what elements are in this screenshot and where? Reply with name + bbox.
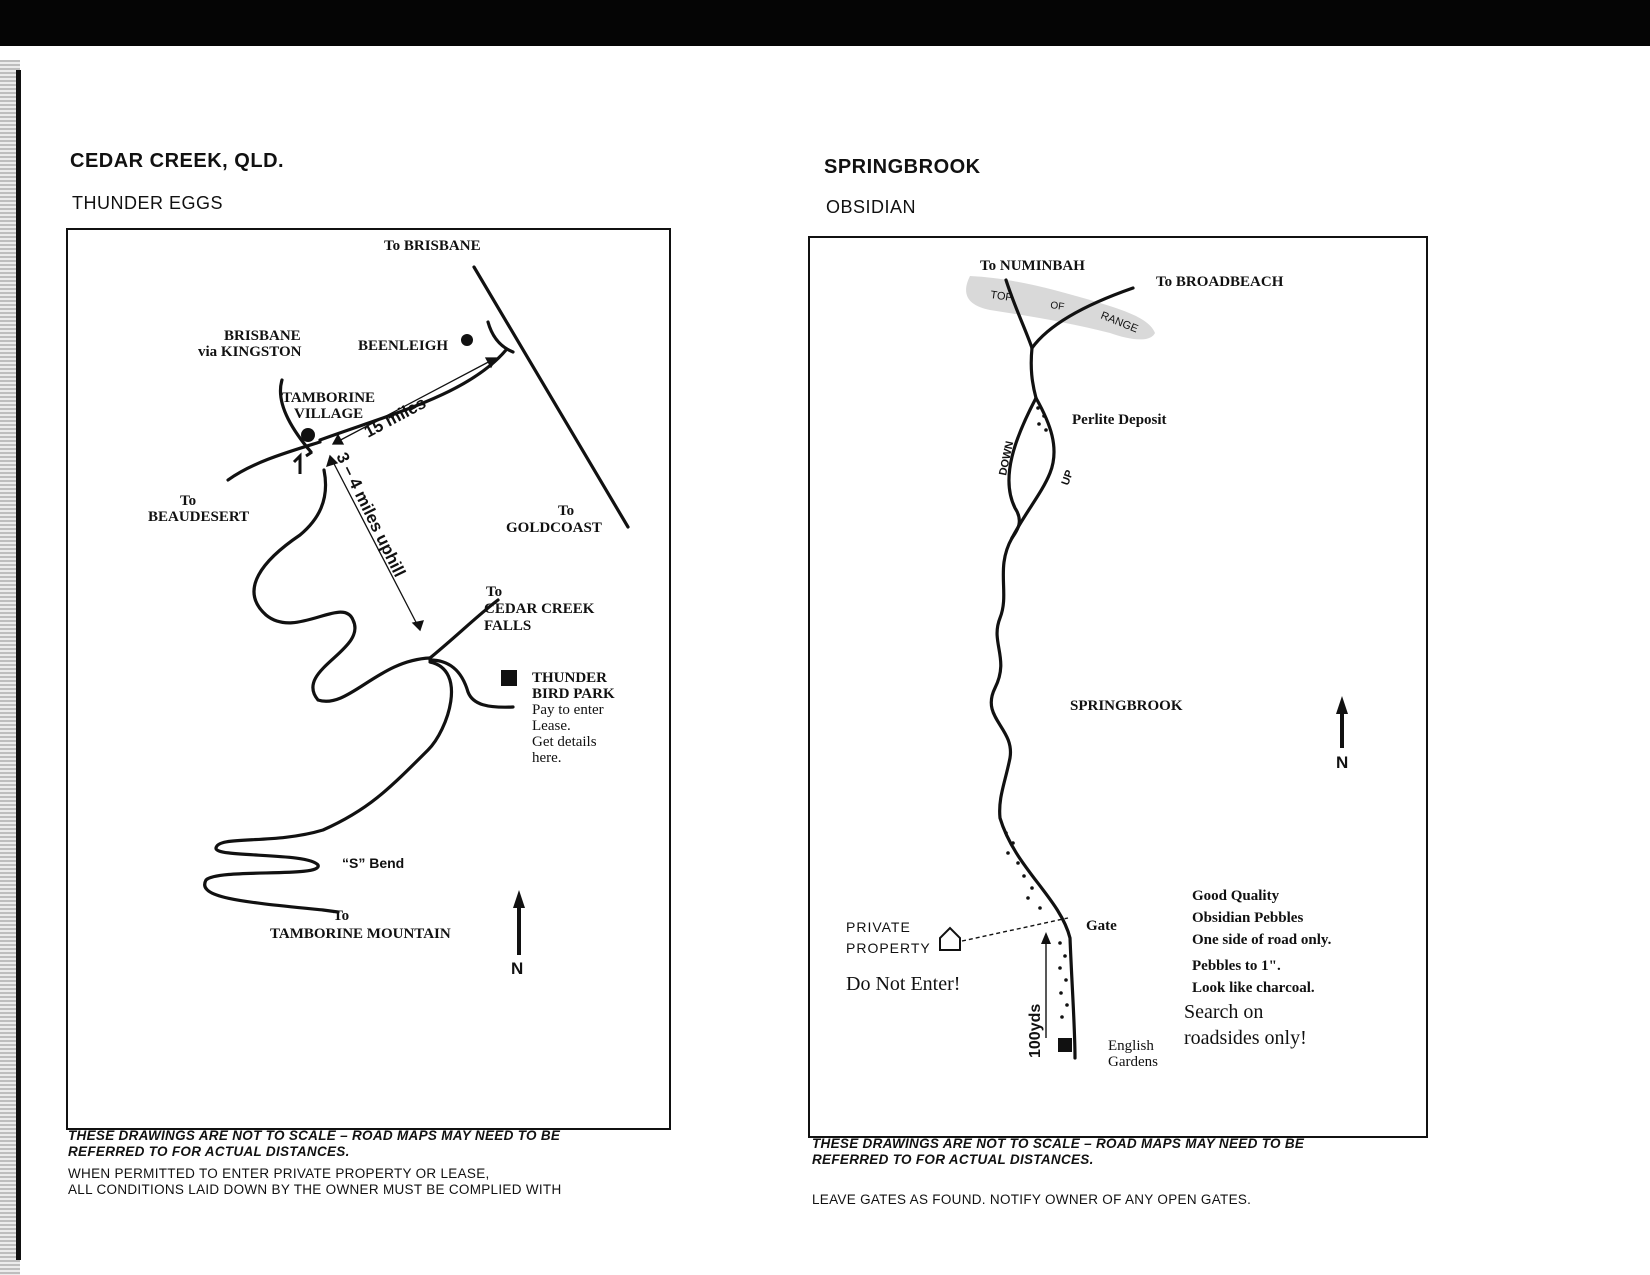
road-s-bend [205,662,452,912]
road-brisbane-goldcoast [474,267,628,527]
house-icon [940,928,960,950]
label-to-mountain-to: To [333,908,350,924]
cedar-creek-map [68,230,669,1128]
label-via-kingston: via KINGSTON [198,344,302,360]
label-look-like-charcoal: Look like charcoal. [1192,980,1315,996]
label-beaudesert: BEAUDESERT [148,509,250,525]
label-bird-park: BIRD PARK [532,686,615,702]
tamborine-village-dot [301,428,315,442]
left-scale-note-2: REFERRED TO FOR ACTUAL DISTANCES. [68,1144,350,1159]
road-springbrook-main [991,538,1075,1058]
road-top-stem [1031,348,1036,398]
label-gate: Gate [1086,918,1117,934]
left-note-1: WHEN PERMITTED TO ENTER PRIVATE PROPERTY OR LEASE, [68,1166,490,1181]
label-good-quality: Good Quality [1192,888,1280,904]
label-one-side: One side of road only. [1192,932,1332,948]
right-scale-note-1: THESE DRAWINGS ARE NOT TO SCALE – ROAD MAPS MAY NEED TO BE [812,1136,1305,1151]
label-pebbles-size: Pebbles to 1". [1192,958,1281,974]
label-pay-to-enter: Pay to enter [532,702,604,718]
road-winding-upper [254,470,430,701]
english-gardens-marker [1058,1038,1072,1052]
cedar-creek-map-frame [66,228,671,1130]
label-here: here. [532,750,562,766]
label-property: PROPERTY [846,940,931,956]
label-perlite-deposit: Perlite Deposit [1072,412,1167,428]
label-to-numinbah: To NUMINBAH [980,258,1085,274]
label-north: N [511,959,524,978]
left-title: CEDAR CREEK, QLD. [70,150,285,172]
springbrook-map [810,238,1426,1136]
gate-dotted-line [962,918,1068,941]
label-thunder: THUNDER [532,670,608,686]
label-obsidian-pebbles: Obsidian Pebbles [1192,910,1304,926]
label-tamborine: TAMBORINE [282,390,376,406]
left-note-2: ALL CONDITIONS LAID DOWN BY THE OWNER MUST BE COMPLIED WITH [68,1182,562,1197]
scan-top-bar [0,0,1650,46]
label-private: PRIVATE [846,919,911,935]
label-15-miles: 15 miles [360,393,430,442]
springbrook-map-frame [808,236,1428,1138]
label-to-beaudesert-to: To [180,493,197,509]
label-to-brisbane: To BRISBANE [384,238,481,254]
label-search-on: Search on [1184,1001,1264,1023]
road-to-beaudesert [228,442,320,480]
label-village: VILLAGE [294,406,364,422]
thunder-bird-park-marker [501,670,517,686]
label-to-goldcoast-to: To [558,503,575,519]
label-springbrook: SPRINGBROOK [1070,698,1183,714]
label-uphill: 3 – 4 miles uphill [332,449,410,581]
label-brisbane: BRISBANE [224,328,301,344]
label-tamborine-mountain: TAMBORINE MOUNTAIN [270,926,451,942]
label-s-bend: “S” Bend [342,855,405,871]
left-scale-note-1: THESE DRAWINGS ARE NOT TO SCALE – ROAD MAPS MAY NEED TO BE [68,1128,561,1143]
label-range: RANGE [1098,309,1140,336]
label-up: UP [1059,468,1077,488]
label-to-broadbeach: To BROADBEACH [1156,274,1284,290]
label-north-right: N [1336,753,1349,772]
label-goldcoast: GOLDCOAST [506,520,602,536]
label-of: OF [1049,300,1065,313]
label-roadsides-only: roadsides only! [1184,1027,1307,1049]
label-to-cedar-to: To [486,584,503,600]
right-scale-note-2: REFERRED TO FOR ACTUAL DISTANCES. [812,1152,1094,1167]
label-get-details: Get details [532,734,597,750]
right-title: SPRINGBROOK [824,156,981,178]
label-lease: Lease. [532,718,571,734]
right-subtitle: OBSIDIAN [826,197,917,217]
label-cedar-creek: CEDAR CREEK [484,601,595,617]
right-note-1: LEAVE GATES AS FOUND. NOTIFY OWNER OF ANY OPEN GATES. [812,1192,1252,1207]
label-falls: FALLS [484,618,532,634]
label-top: TOP [989,289,1014,305]
label-100-yds: 100yds [1027,1003,1044,1058]
beenleigh-dot [461,334,473,346]
label-down: DOWN [997,440,1017,477]
label-english: English [1108,1038,1154,1054]
label-do-not-enter: Do Not Enter! [846,973,961,995]
label-beenleigh: BEENLEIGH [358,338,449,354]
page-edge [16,70,21,1260]
left-subtitle: THUNDER EGGS [72,193,224,213]
label-gardens: Gardens [1108,1054,1158,1070]
